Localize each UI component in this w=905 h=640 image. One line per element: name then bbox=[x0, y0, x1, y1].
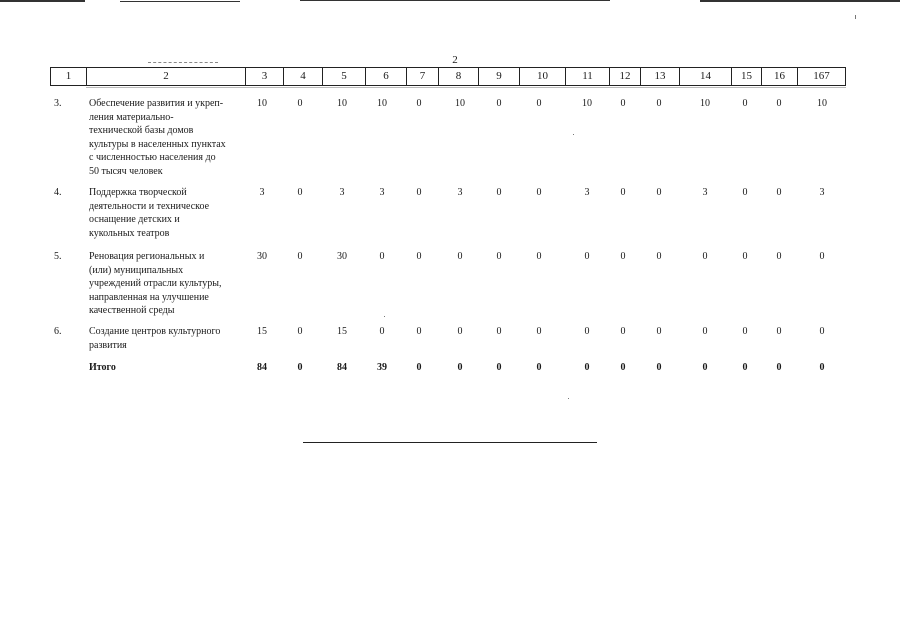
value-cell: 0 bbox=[819, 326, 825, 337]
header-cell: 1 bbox=[50, 68, 86, 85]
header-cell: 8 bbox=[438, 68, 478, 85]
value-cell: 0 bbox=[620, 326, 626, 337]
value-cell: 0 bbox=[536, 326, 542, 337]
value-cell: 84 bbox=[337, 362, 347, 373]
value-cell: 10 bbox=[700, 98, 710, 109]
value-cell: 0 bbox=[536, 98, 542, 109]
value-cell: 10 bbox=[455, 98, 465, 109]
scan-speck bbox=[855, 15, 856, 19]
value-cell: 0 bbox=[457, 362, 463, 373]
value-cell: 0 bbox=[457, 251, 463, 262]
table-header-row bbox=[50, 67, 846, 86]
value-cell: 0 bbox=[656, 187, 662, 198]
value-cell: 0 bbox=[620, 98, 626, 109]
value-cell: 0 bbox=[620, 187, 626, 198]
value-cell: 0 bbox=[702, 326, 708, 337]
scan-mark bbox=[148, 62, 218, 63]
value-cell: 0 bbox=[496, 326, 502, 337]
value-cell: 0 bbox=[656, 251, 662, 262]
scan-speck bbox=[573, 134, 574, 135]
value-cell: 0 bbox=[584, 326, 590, 337]
row-description: Создание центров культурного развития bbox=[89, 326, 221, 351]
row-number: 4. bbox=[54, 187, 62, 198]
footer-line bbox=[303, 442, 597, 443]
value-cell: 10 bbox=[257, 98, 267, 109]
value-cell: 0 bbox=[416, 362, 422, 373]
value-cell: 10 bbox=[337, 98, 347, 109]
value-cell: 0 bbox=[416, 187, 422, 198]
value-cell: 10 bbox=[582, 98, 592, 109]
header-underline bbox=[86, 87, 846, 88]
value-cell: 39 bbox=[377, 362, 387, 373]
value-cell: 30 bbox=[337, 251, 347, 262]
value-cell: 10 bbox=[817, 98, 827, 109]
value-cell: 0 bbox=[656, 98, 662, 109]
row-number: 5. bbox=[54, 251, 62, 262]
header-cell: 12 bbox=[609, 68, 640, 85]
scan-edge bbox=[0, 0, 905, 2]
value-cell: 0 bbox=[776, 362, 782, 373]
value-cell: 0 bbox=[620, 251, 626, 262]
value-cell: 0 bbox=[702, 251, 708, 262]
header-cell: 4 bbox=[283, 68, 322, 85]
value-cell: 0 bbox=[584, 362, 590, 373]
value-cell: 0 bbox=[776, 187, 782, 198]
page-number: 2 bbox=[452, 54, 458, 66]
header-cell: 16 bbox=[761, 68, 797, 85]
value-cell: 0 bbox=[416, 98, 422, 109]
value-cell: 0 bbox=[416, 251, 422, 262]
total-label: Итого bbox=[89, 362, 116, 373]
row-description: Обеспечение развития и укреп- ления материально- технической базы домов культуры в населенных пунктах с численностью населения до 50 тысяч человек bbox=[89, 98, 226, 177]
value-cell: 0 bbox=[416, 326, 422, 337]
row-description: Поддержка творческой деятельности и техническое оснащение детских и кукольных театров bbox=[89, 187, 210, 239]
value-cell: 0 bbox=[297, 362, 303, 373]
header-cell: 11 bbox=[565, 68, 609, 85]
value-cell: 0 bbox=[656, 362, 662, 373]
value-cell: 0 bbox=[297, 326, 303, 337]
value-cell: 0 bbox=[656, 326, 662, 337]
value-cell: 0 bbox=[536, 187, 542, 198]
value-cell: 15 bbox=[257, 326, 267, 337]
value-cell: 0 bbox=[819, 362, 825, 373]
value-cell: 0 bbox=[496, 98, 502, 109]
value-cell: 0 bbox=[776, 251, 782, 262]
value-cell: 0 bbox=[742, 326, 748, 337]
header-cell: 7 bbox=[406, 68, 438, 85]
header-cell: 2 bbox=[86, 68, 245, 85]
value-cell: 0 bbox=[702, 362, 708, 373]
value-cell: 0 bbox=[536, 362, 542, 373]
header-cell: 6 bbox=[365, 68, 406, 85]
value-cell: 15 bbox=[337, 326, 347, 337]
value-cell: 3 bbox=[379, 187, 385, 198]
value-cell: 0 bbox=[297, 187, 303, 198]
value-cell: 3 bbox=[819, 187, 825, 198]
value-cell: 30 bbox=[257, 251, 267, 262]
value-cell: 0 bbox=[776, 98, 782, 109]
value-cell: 0 bbox=[584, 251, 590, 262]
value-cell: 84 bbox=[257, 362, 267, 373]
value-cell: 0 bbox=[536, 251, 542, 262]
value-cell: 0 bbox=[742, 98, 748, 109]
value-cell: 0 bbox=[819, 251, 825, 262]
scan-speck bbox=[384, 316, 385, 317]
row-description: Реновация региональных и (или) муниципальных учреждений отрасли культуры, направленная на улучшение качественной среды bbox=[89, 251, 222, 317]
value-cell: 3 bbox=[584, 187, 590, 198]
value-cell: 0 bbox=[496, 362, 502, 373]
value-cell: 3 bbox=[259, 187, 265, 198]
value-cell: 0 bbox=[379, 251, 385, 262]
value-cell: 3 bbox=[702, 187, 708, 198]
value-cell: 3 bbox=[339, 187, 345, 198]
row-number: 6. bbox=[54, 326, 62, 337]
scan-speck bbox=[568, 398, 569, 399]
value-cell: 0 bbox=[742, 187, 748, 198]
value-cell: 0 bbox=[776, 326, 782, 337]
value-cell: 3 bbox=[457, 187, 463, 198]
value-cell: 0 bbox=[742, 362, 748, 373]
header-cell: 5 bbox=[322, 68, 365, 85]
value-cell: 0 bbox=[457, 326, 463, 337]
header-cell: 14 bbox=[679, 68, 731, 85]
header-cell: 3 bbox=[245, 68, 283, 85]
value-cell: 0 bbox=[742, 251, 748, 262]
value-cell: 0 bbox=[620, 362, 626, 373]
header-cell: 167 bbox=[797, 68, 846, 85]
value-cell: 0 bbox=[496, 251, 502, 262]
value-cell: 0 bbox=[297, 98, 303, 109]
header-cell: 10 bbox=[519, 68, 565, 85]
header-cell: 13 bbox=[640, 68, 679, 85]
value-cell: 10 bbox=[377, 98, 387, 109]
value-cell: 0 bbox=[379, 326, 385, 337]
value-cell: 0 bbox=[297, 251, 303, 262]
header-cell: 15 bbox=[731, 68, 761, 85]
header-cell: 9 bbox=[478, 68, 519, 85]
value-cell: 0 bbox=[496, 187, 502, 198]
row-number: 3. bbox=[54, 98, 62, 109]
